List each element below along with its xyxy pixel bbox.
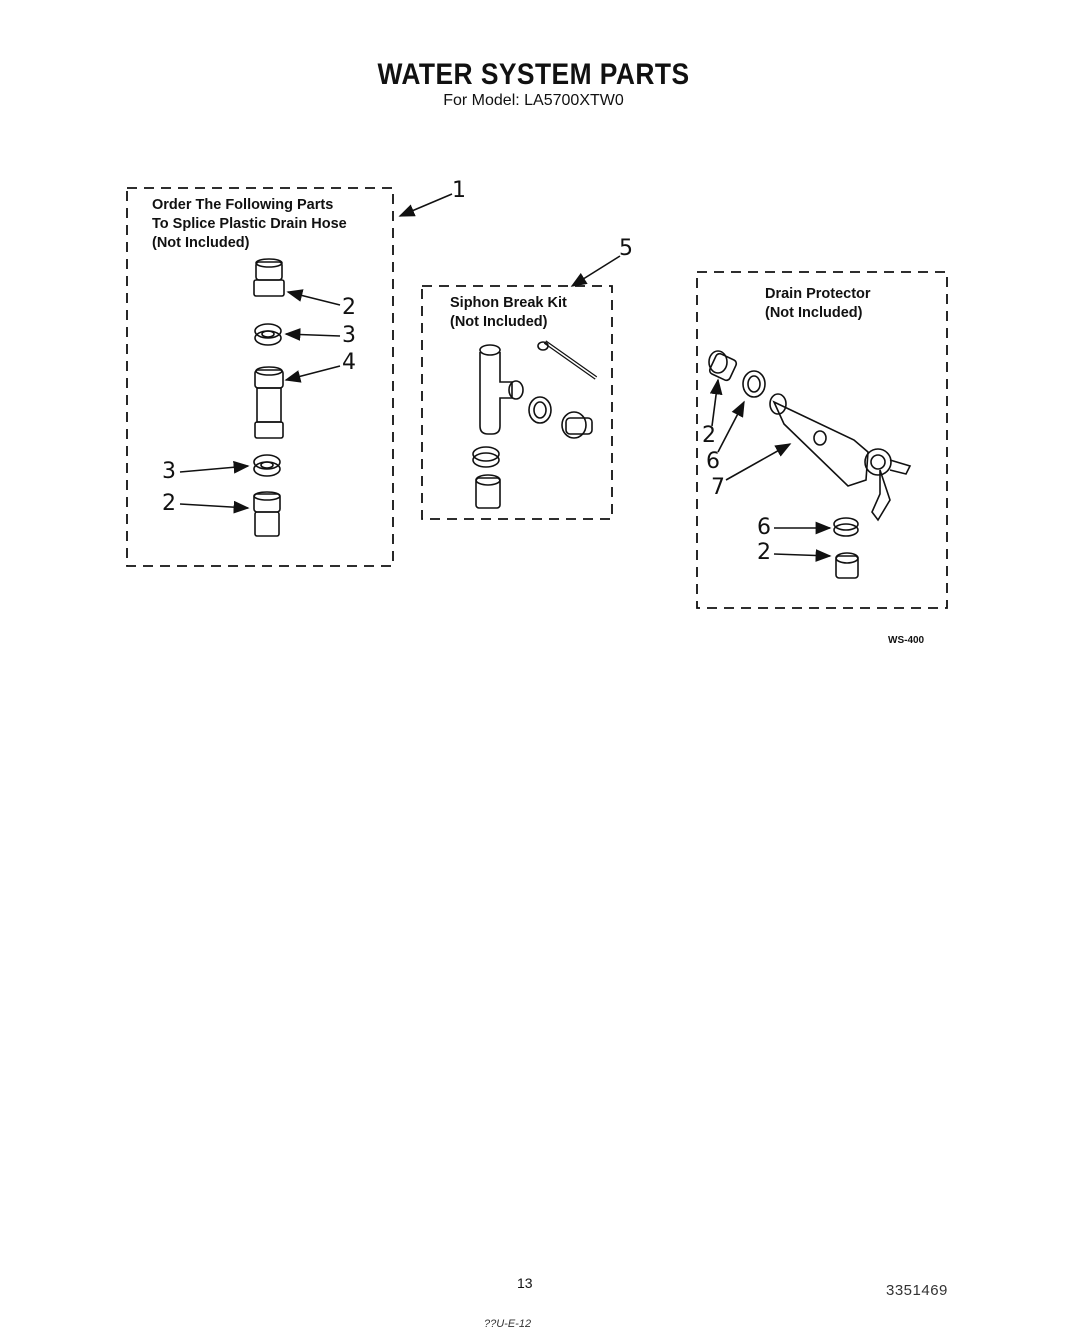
callout-2: 2 — [162, 491, 176, 516]
callout-2: 2 — [342, 295, 356, 320]
callout-2: 2 — [757, 540, 771, 565]
callout-6: 6 — [706, 449, 720, 474]
splice-label-line: To Splice Plastic Drain Hose — [152, 216, 347, 232]
callout-7: 7 — [711, 475, 725, 500]
handwritten-note: ??U-E-12 — [484, 1318, 532, 1330]
callout-3: 3 — [162, 459, 176, 484]
siphon-box-label — [450, 294, 567, 332]
drain-parts — [708, 351, 910, 578]
callout-4: 4 — [342, 350, 356, 375]
part-number: 3351469 — [886, 1282, 948, 1299]
splice-label-line: (Not Included) — [152, 235, 250, 251]
model-subtitle: For Model: LA5700XTW0 — [443, 92, 624, 109]
callout-2: 2 — [702, 423, 716, 448]
figure-code: WS-400 — [888, 635, 925, 646]
callout-5: 5 — [619, 236, 633, 261]
page-number: 13 — [517, 1275, 533, 1291]
splice-label-line: Order The Following Parts — [152, 197, 334, 213]
callout-1: 1 — [452, 178, 466, 203]
splice-box-label — [152, 196, 347, 253]
drain-box-label — [765, 285, 871, 323]
drain-label-line: (Not Included) — [765, 305, 863, 321]
drain-label-line: Drain Protector — [765, 286, 871, 302]
siphon-label-line: (Not Included) — [450, 314, 548, 330]
siphon-label-line: Siphon Break Kit — [450, 295, 567, 311]
callout-3: 3 — [342, 323, 356, 348]
callout-6: 6 — [757, 515, 771, 540]
page-title: WATER SYSTEM PARTS — [377, 58, 690, 91]
